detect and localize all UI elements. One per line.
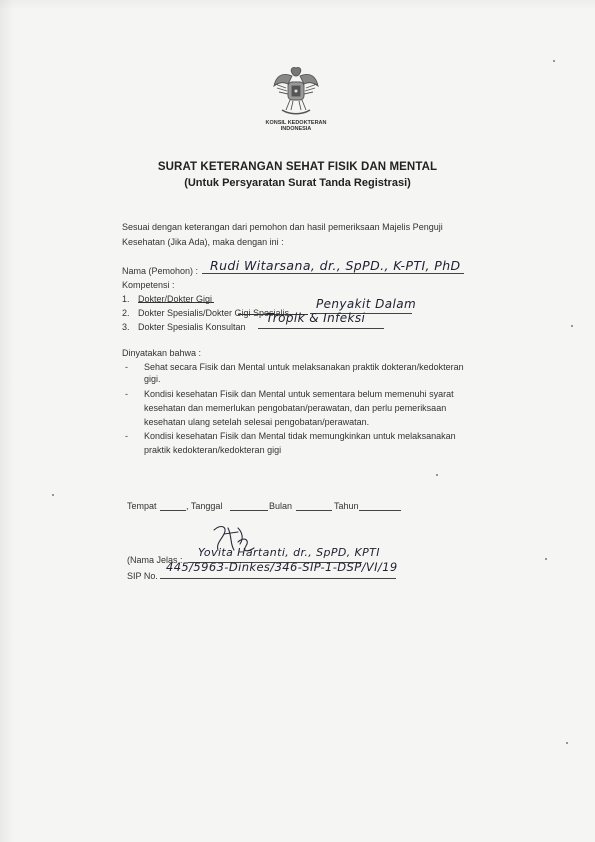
issuer-line-1: KONSIL KEDOKTERAN (265, 120, 327, 126)
place-blank (160, 510, 186, 511)
intro-line-1: Sesuai dengan keterangan dari pemohon dan hasil pemeriksaan Majelis Penguji (122, 222, 443, 232)
year-label: Tahun (334, 501, 359, 511)
sip-label: SIP No. (127, 571, 158, 581)
month-label: Bulan (269, 501, 293, 511)
garuda-emblem-icon (270, 62, 322, 118)
scan-speck (571, 325, 573, 327)
document-title: SURAT KETERANGAN SEHAT FISIK DAN MENTAL (157, 161, 438, 173)
name-label: (Nama Jelas : (127, 555, 183, 565)
declaration-label: Dinyatakan bahwa : (122, 348, 202, 358)
competence-item-2-num: 2. (122, 308, 130, 318)
applicant-underline (202, 273, 464, 274)
competence-item-2-handwritten: Penyakit Dalam (316, 297, 417, 311)
applicant-name-handwritten: Rudi Witarsana, dr., SpPD., K-PTI, PhD (210, 258, 461, 273)
issuer-line-2: INDONESIA (280, 126, 312, 132)
signatory-name-handwritten: Yovita Hartanti, dr., SpPD, KPTI (198, 546, 380, 559)
declaration-1-line-1: Sehat secara Fisik dan Mental untuk melaksanakan praktik dokteran/kedokteran (144, 362, 464, 372)
bullet-dash: - (125, 389, 128, 399)
month-blank (296, 510, 332, 511)
scan-speck (553, 60, 555, 62)
competence-label: Kompetensi : (122, 280, 175, 290)
document-subtitle: (Untuk Persyaratan Surat Tanda Registrasi) (184, 177, 411, 189)
sip-underline (160, 578, 396, 579)
bullet-dash: - (125, 431, 128, 441)
declaration-2-line-1: Kondisi kesehatan Fisik dan Mental untuk sementara belum memenuhi syarat (144, 389, 454, 399)
competence-item-3-underline (258, 328, 384, 329)
declaration-3-line-1: Kondisi kesehatan Fisik dan Mental tidak memungkinkan untuk melaksanakan (144, 431, 456, 441)
competence-item-3-text: Dokter Spesialis Konsultan (138, 322, 246, 332)
scan-speck (566, 742, 568, 744)
scan-speck (545, 558, 547, 560)
competence-item-3-handwritten: Tropik & Infeksi (266, 311, 366, 325)
intro-line-2: Kesehatan (Jika Ada), maka dengan ini : (122, 237, 284, 247)
date-label: , Tanggal (186, 501, 223, 511)
sip-number-handwritten: 445/5963-Dinkes/346-SIP-1-DSP/VI/19 (166, 560, 398, 574)
declaration-1-line-2: gigi. (144, 374, 161, 384)
competence-item-1-num: 1. (122, 294, 130, 304)
declaration-2-line-2: kesehatan dan memerlukan pengobatan/perawatan, dan perlu pemeriksaan (144, 403, 447, 413)
declaration-2-line-3: kesehatan ulang setelah selesai pengobatan/perawatan. (144, 417, 370, 427)
competence-item-2-text: Dokter Spesialis/Dokter Gigi Spesialis (138, 308, 290, 318)
competence-item-3-num: 3. (122, 322, 130, 332)
bullet-dash: - (125, 362, 128, 372)
declaration-3-line-2: praktik kedokteran/kedokteran gigi (144, 445, 282, 455)
scan-speck (52, 494, 54, 496)
competence-item-1-text: Dokter/Dokter Gigi (138, 294, 213, 304)
strikethrough-line (138, 302, 214, 303)
place-label: Tempat (127, 501, 157, 511)
date-blank (230, 510, 268, 511)
issuer-name (240, 120, 352, 132)
applicant-label: Nama (Pemohon) : (122, 266, 199, 276)
scan-speck (436, 474, 438, 476)
year-blank (359, 510, 401, 511)
